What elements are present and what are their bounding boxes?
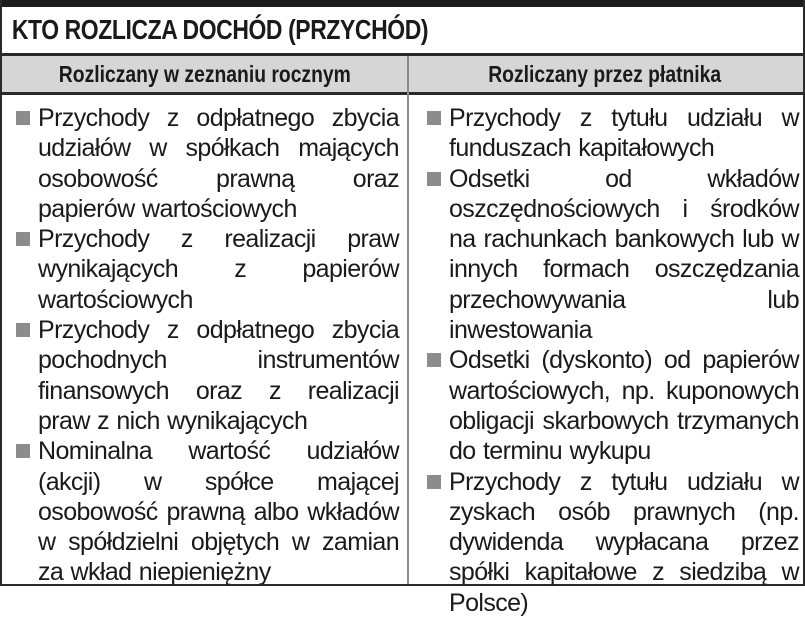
square-bullet-icon (16, 444, 30, 458)
list-item: Przychody z odpłatnego zbycia pochodnych instrumentów finansowych oraz z realizacji praw z nich wynikających (16, 315, 399, 436)
square-bullet-icon (16, 323, 30, 337)
list-item: Odsetki (dyskonto) od papierów wartościowych, np. kuponowych obligacji skarbowych trzymanych do terminu wykupu (427, 345, 799, 466)
square-bullet-icon (427, 172, 441, 186)
table-body (2, 95, 803, 618)
square-bullet-icon (16, 232, 30, 246)
column-annual-return (2, 95, 407, 618)
column-divider (407, 56, 409, 584)
square-bullet-icon (427, 353, 441, 367)
top-rule (2, 0, 803, 7)
column-header-payer: Rozliczany przez płatnika (488, 61, 722, 87)
list-item: Odsetki od wkładów oszczędnościowych i środków na rachunkach bankowych lub w innych formach oszczędzania przechowywania lub inwestowania (427, 164, 799, 346)
column-payer (407, 95, 803, 618)
square-bullet-icon (427, 475, 441, 489)
list-item: Przychody z tytułu udziału w funduszach kapitałowych (427, 103, 799, 164)
list-item: Przychody z tytułu udziału w zyskach osób prawnych (np. dywidenda wypłacana przez spółki kapitałowe z siedzibą w Polsce) (427, 467, 799, 618)
list-item: Przychody z odpłatnego zbycia udziałów w spółkach mających osobowość prawną oraz papierów wartościowych (16, 103, 399, 224)
square-bullet-icon (427, 111, 441, 125)
square-bullet-icon (16, 111, 30, 125)
column-header-annual-return: Rozliczany w zeznaniu rocznym (58, 61, 351, 87)
list-item: Przychody z realizacji praw wynikających z papierów wartościowych (16, 224, 399, 315)
infobox-title: KTO ROZLICZA DOCHÓD (PRZYCHÓD) (11, 14, 429, 45)
column-headers (2, 53, 803, 95)
list-item: Nominalna wartość udziałów (akcji) w spółce mającej osobowość prawną albo wkładów w spółdzielni objętych w zamian za wkład niepieniężny (16, 436, 399, 587)
